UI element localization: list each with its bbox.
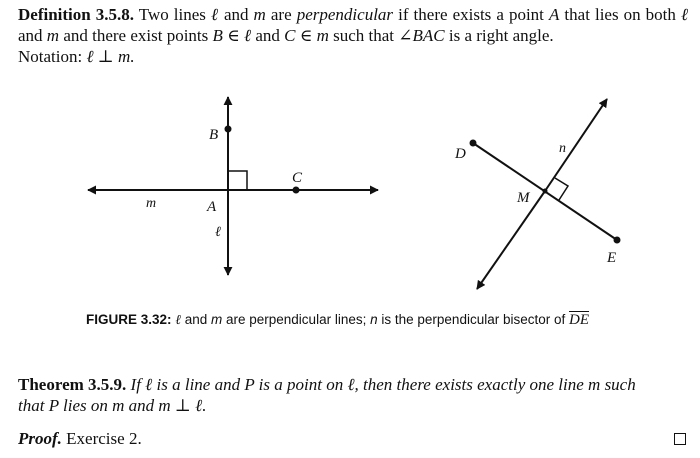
caption-symbol-l: ℓ bbox=[175, 312, 181, 327]
def-math-C: C ∈ m bbox=[284, 26, 329, 45]
proof-text: Exercise 2. bbox=[66, 429, 142, 448]
point-M bbox=[543, 189, 548, 194]
theorem-label: Theorem 3.5.9. bbox=[18, 375, 127, 394]
def-symbol-m: m bbox=[253, 5, 266, 24]
label-B: B bbox=[209, 127, 219, 143]
def-symbol-m: m bbox=[46, 26, 60, 45]
line-n-up-ray bbox=[545, 99, 607, 191]
label-l: ℓ bbox=[215, 225, 221, 240]
point-E bbox=[614, 237, 621, 244]
point-C bbox=[293, 187, 300, 194]
label-M: M bbox=[517, 190, 530, 206]
def-text: is a right angle. bbox=[448, 26, 554, 45]
right-angle-mark bbox=[228, 171, 247, 190]
def-text: and bbox=[223, 5, 249, 24]
label-n: n bbox=[559, 141, 566, 156]
proof-label: Proof. bbox=[18, 429, 62, 448]
def-symbol-l: ℓ bbox=[680, 5, 689, 24]
definition-label: Definition 3.5.8. bbox=[18, 5, 135, 24]
def-symbol-A: A bbox=[548, 5, 560, 24]
def-text: and bbox=[18, 26, 43, 45]
caption-label: FIGURE 3.32: bbox=[86, 312, 172, 327]
theorem-block bbox=[18, 374, 688, 416]
def-text: that lies on both bbox=[564, 5, 676, 24]
label-m: m bbox=[146, 196, 157, 211]
notation-math: ℓ ⊥ m. bbox=[86, 47, 135, 66]
qed-square-icon bbox=[674, 433, 686, 445]
right-angle-mark-n bbox=[555, 178, 568, 200]
def-text: and bbox=[255, 26, 280, 45]
def-math-B: B ∈ ℓ bbox=[212, 26, 252, 45]
proof-block bbox=[18, 429, 142, 449]
def-math-angle: ∠BAC bbox=[398, 26, 445, 45]
label-E: E bbox=[607, 250, 617, 266]
line-n-down-ray bbox=[477, 191, 545, 289]
def-text: if there exists a point bbox=[398, 5, 544, 24]
label-D: D bbox=[455, 146, 466, 162]
caption-segment-DE: $\overline{DE}$ bbox=[569, 312, 590, 328]
label-A: A bbox=[207, 199, 217, 215]
notation-label: Notation: bbox=[18, 47, 83, 66]
caption-symbol-n: n bbox=[370, 312, 378, 327]
label-C: C bbox=[292, 170, 303, 186]
point-B bbox=[225, 126, 232, 133]
caption-symbol-m: m bbox=[210, 312, 223, 327]
caption-text: are perpendicular lines; bbox=[226, 312, 367, 327]
def-text: Two lines bbox=[138, 5, 206, 24]
theorem-text: that P lies on m and m ⊥ ℓ. bbox=[18, 396, 207, 415]
def-symbol-l: ℓ bbox=[210, 5, 219, 24]
point-D bbox=[470, 140, 477, 147]
figure-caption bbox=[86, 312, 589, 329]
theorem-text: If ℓ is a line and P is a point on ℓ, then there exists exactly one line m such bbox=[130, 375, 636, 394]
caption-text: is the perpendicular bisector of bbox=[381, 312, 566, 327]
def-text: such that bbox=[333, 26, 394, 45]
def-text: and there exist points bbox=[63, 26, 209, 45]
def-term: perpendicular bbox=[296, 5, 394, 24]
def-text: are bbox=[270, 5, 292, 24]
caption-text: and bbox=[184, 312, 208, 327]
